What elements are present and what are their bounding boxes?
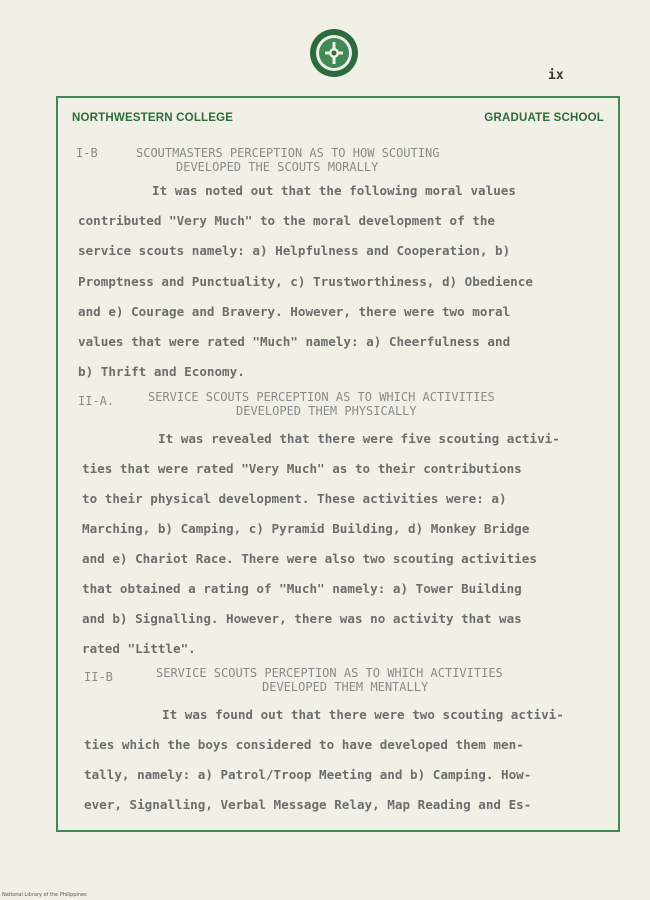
paragraph-line: contributed "Very Much" to the moral development of the <box>78 213 496 228</box>
section-heading: DEVELOPED THEM MENTALLY <box>262 680 429 694</box>
section-heading: DEVELOPED THEM PHYSICALLY <box>236 404 417 418</box>
paragraph-line: ties which the boys considered to have developed them men- <box>84 737 524 752</box>
section-heading: DEVELOPED THE SCOUTS MORALLY <box>176 160 379 174</box>
paragraph-line: ties that were rated "Very Much" as to their contributions <box>82 461 522 476</box>
section-heading: SERVICE SCOUTS PERCEPTION AS TO WHICH ACTIVITIES <box>156 666 503 680</box>
paragraph-line: Promptness and Punctuality, c) Trustworthiness, d) Obedience <box>78 274 533 289</box>
paragraph-line: to their physical development. These activities were: a) <box>82 491 507 506</box>
section-number: II-A. <box>78 394 115 408</box>
paragraph-line: It was noted out that the following moral values <box>152 183 516 198</box>
paragraph-line: ever, Signalling, Verbal Message Relay, Map Reading and Es- <box>84 797 532 812</box>
paragraph-line: tally, namely: a) Patrol/Troop Meeting and b) Camping. How- <box>84 767 532 782</box>
paragraph-line: rated "Little". <box>82 641 196 656</box>
section-number: II-B <box>84 670 113 684</box>
letterhead-school: GRADUATE SCHOOL <box>484 112 604 124</box>
paragraph-line: b) Thrift and Economy. <box>78 364 245 379</box>
paragraph-line: values that were rated "Much" namely: a) Cheerfulness and <box>78 334 511 349</box>
paragraph-line: that obtained a rating of "Much" namely: a) Tower Building <box>82 581 522 596</box>
section-heading: SCOUTMASTERS PERCEPTION AS TO HOW SCOUTING <box>136 146 440 160</box>
paragraph-line: and b) Signalling. However, there was no activity that was <box>82 611 522 626</box>
paragraph-line: and e) Chariot Race. There were also two scouting activities <box>82 551 537 566</box>
section-number: I-B <box>76 146 98 160</box>
section-heading: SERVICE SCOUTS PERCEPTION AS TO WHICH ACTIVITIES <box>148 390 495 404</box>
paragraph-line: Marching, b) Camping, c) Pyramid Building, d) Monkey Bridge <box>82 521 530 536</box>
paragraph-line: It was revealed that there were five scouting activi- <box>158 431 560 446</box>
paragraph-line: and e) Courage and Bravery. However, there were two moral <box>78 304 511 319</box>
letterhead-college: NORTHWESTERN COLLEGE <box>72 112 234 124</box>
college-seal-icon <box>309 28 359 78</box>
paragraph-line: service scouts namely: a) Helpfulness and Cooperation, b) <box>78 243 511 258</box>
paragraph-line: It was found out that there were two scouting activi- <box>162 707 564 722</box>
page-number: ix <box>548 68 564 83</box>
archive-footer: National Library of the Philippines <box>2 892 87 898</box>
